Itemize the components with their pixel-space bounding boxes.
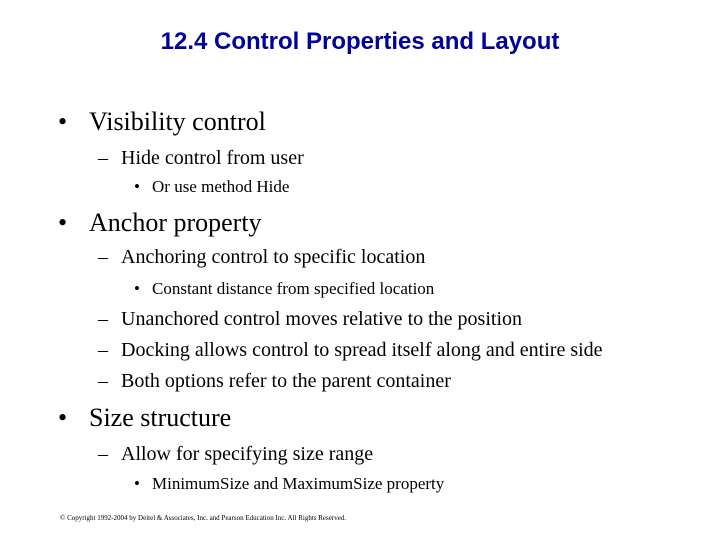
bullet-text: Both options refer to the parent container <box>121 370 451 392</box>
bullet-marker: • <box>58 208 68 237</box>
bullet-text: Hide control from user <box>121 147 304 169</box>
bullet-text: Unanchored control moves relative to the position <box>121 308 523 330</box>
bullet-marker: • <box>58 107 68 136</box>
bullet-text: Anchoring control to specific location <box>121 246 426 268</box>
bullet-text: Constant distance from specified location <box>152 279 435 298</box>
bullet-text: Anchor property <box>89 208 262 237</box>
dash-marker: – <box>98 339 108 361</box>
bullet-marker: • <box>134 279 140 298</box>
dash-marker: – <box>98 246 108 268</box>
bullet-text: MinimumSize and MaximumSize property <box>152 474 445 493</box>
bullet-marker: • <box>134 474 140 493</box>
dash-marker: – <box>98 443 108 465</box>
bullet-text: Visibility control <box>89 107 266 136</box>
bullet-text: Size structure <box>89 403 232 432</box>
dash-marker: – <box>98 370 108 392</box>
dash-marker: – <box>98 147 108 169</box>
bullet-text: Allow for specifying size range <box>121 443 374 465</box>
bullet-marker: • <box>58 403 68 432</box>
copyright-footer: © Copyright 1992-2004 by Deitel & Associates, Inc. and Pearson Education Inc. All Rights Reserved. <box>60 514 347 522</box>
bullet-text: Or use method Hide <box>152 177 290 196</box>
slide-title: 12.4 Control Properties and Layout <box>160 28 560 55</box>
bullet-marker: • <box>134 177 140 196</box>
bullet-text: Docking allows control to spread itself along and entire side <box>121 339 603 361</box>
dash-marker: – <box>98 308 108 330</box>
